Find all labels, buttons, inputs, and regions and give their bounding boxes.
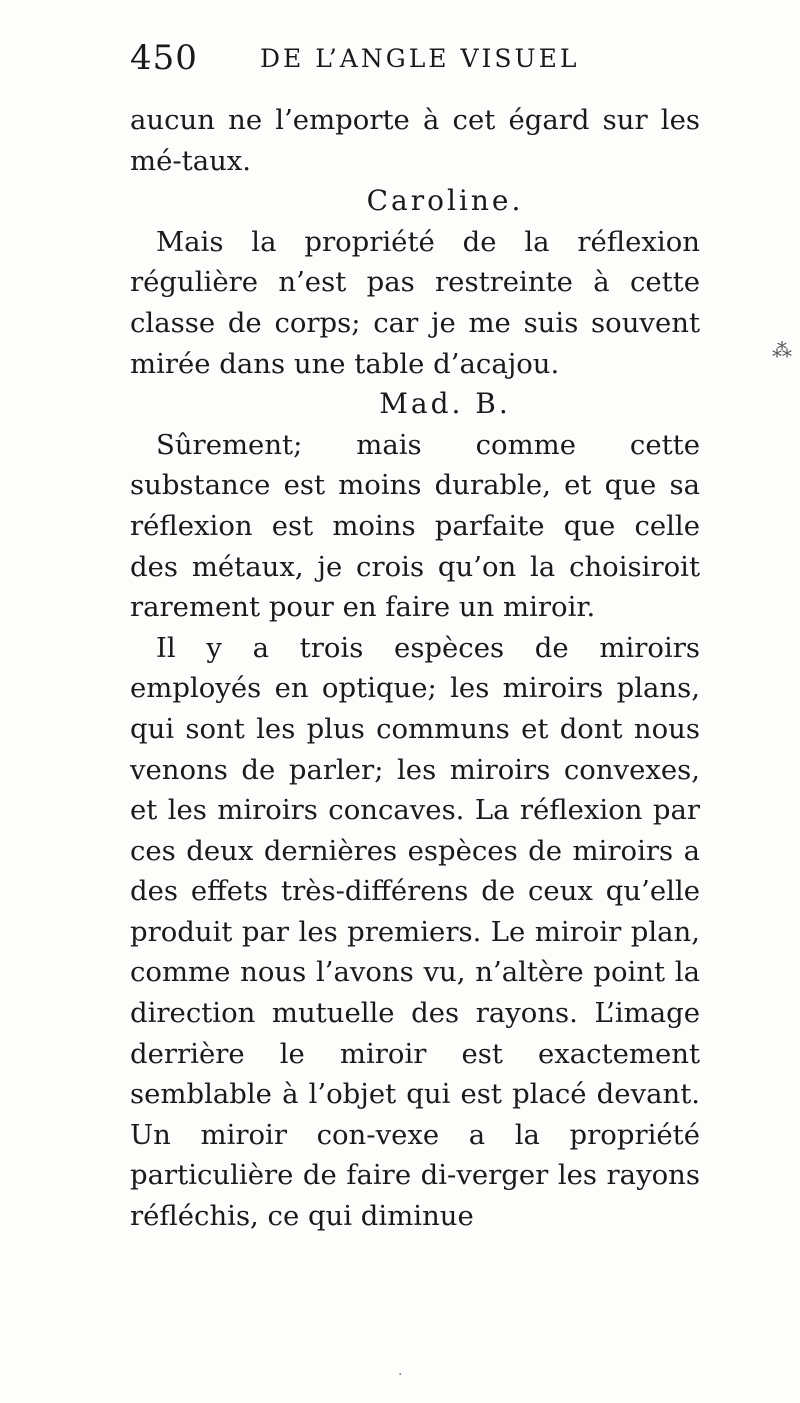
paragraph-caroline: Mais la propriété de la réflexion régulière n’est pas restreinte à cette classe de corps; car je me suis souvent mirée dans une table d’acajou. <box>130 225 700 380</box>
paragraph-mad-b: Sûrement; mais comme cette substance est moins durable, et que sa réflexion est moins parfaite que celle des métaux, je crois qu’on la choisiroit rarement pour en faire un miroir. <box>130 428 700 624</box>
bottom-ink-mark: · <box>398 1367 403 1383</box>
body-text <box>130 100 700 1237</box>
paragraph-mirrors: Il y a trois espèces de miroirs employés en optique; les miroirs plans, qui sont les plus communs et dont nous venons de parler; les miroirs convexes, et les miroirs concaves. La réflexion par ces deux dernières espèces de miroirs a des effets très-différens de ceux qu’elle produit par les premiers. Le miroir plan, comme nous l’avons vu, n’altère point la direction mutuelle des rayons. L’image derrière le miroir est exactement semblable à l’objet qui est placé devant. Un miroir con-vexe a la propriété particulière de faire di-verger les rayons réfléchis, ce qui diminue <box>130 631 700 1233</box>
speaker-heading-wrap <box>130 384 700 425</box>
paragraph-continuation: aucun ne l’emporte à cet égard sur les mé-taux. <box>130 104 700 177</box>
speaker-mad-b: Mad. B. <box>379 387 511 421</box>
page-number: 450 <box>130 38 198 78</box>
margin-ink-mark: ⁂ <box>772 338 792 362</box>
running-head: DE L’ANGLE VISUEL <box>260 44 580 73</box>
page-header <box>130 38 700 88</box>
speaker-caroline: Caroline. <box>366 184 524 218</box>
speaker-heading-wrap <box>130 181 700 222</box>
